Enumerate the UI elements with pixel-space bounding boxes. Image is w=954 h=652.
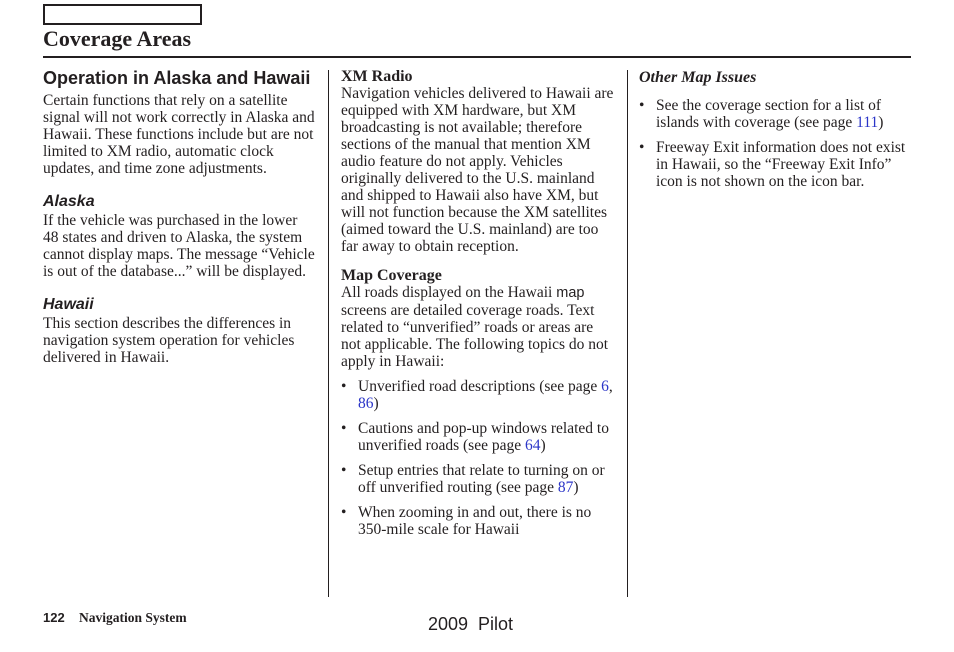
list-item-text: Setup entries that relate to turning on or off unverified routing (see page (358, 462, 605, 496)
section-heading-alaska-hawaii: Operation in Alaska and Hawaii (43, 68, 311, 88)
column-divider-1 (328, 70, 329, 597)
subheading-hawaii: Hawaii (43, 296, 94, 313)
list-item-text: Unverified road descriptions (see page (358, 378, 602, 395)
page-link-111[interactable]: 111 (856, 114, 879, 131)
list-item-text: When zooming in and out, there is no 350-mile scale for Hawaii (358, 504, 592, 538)
map-coverage-list (341, 378, 615, 538)
list-item-text: See the coverage section for a list of islands with coverage (see page (656, 97, 882, 131)
bullet-icon: • (639, 97, 645, 114)
xm-radio-paragraph: Navigation vehicles delivered to Hawaii are equipped with XM hardware, but XM broadcasting is not available; therefore sections of the manual that mention XM audio feature do not apply. Vehicles originally delivered to the U.S. mainland and shipped to Hawaii also have XM, but will not function because the XM satellites (aimed toward the U.S. mainland) are too far away to obtain reception. (341, 85, 614, 255)
page-link-6[interactable]: 6 (601, 378, 609, 395)
column-left (43, 68, 315, 366)
bullet-icon: • (341, 420, 347, 437)
column-right (639, 69, 911, 198)
list-item-end: ) (878, 114, 884, 131)
page-link-87[interactable]: 87 (557, 479, 574, 496)
footer-model-name: 2009 Pilot (428, 614, 514, 634)
list-item (639, 139, 911, 190)
page-link-64[interactable]: 64 (524, 437, 541, 454)
map-word: map (556, 285, 585, 301)
list-item-end: ) (373, 395, 379, 412)
heading-other-map-issues: Other Map Issues (639, 69, 757, 86)
list-item-end: ) (540, 437, 546, 454)
bullet-icon: • (341, 462, 347, 479)
footer-section-name: Navigation System (79, 610, 187, 625)
bullet-icon: • (341, 504, 347, 521)
map-coverage-paragraph (341, 284, 615, 370)
heading-map-coverage: Map Coverage (341, 267, 442, 284)
list-item-text: Cautions and pop-up windows related to unverified roads (see page (358, 420, 609, 454)
list-item: • Unverified road descriptions (see page 6, 86) (341, 378, 613, 412)
list-item (341, 462, 615, 496)
subheading-alaska: Alaska (43, 193, 95, 210)
column-divider-2 (627, 70, 628, 597)
intro-paragraph: Certain functions that rely on a satellite signal will not work correctly in Alaska and Hawaii. These functions include but are not limited to XM radio, automatic clock updates, and time zone adjustments. (43, 92, 315, 177)
heading-xm-radio: XM Radio (341, 68, 413, 85)
list-item-text: Freeway Exit information does not exist in Hawaii, so the “Freeway Exit Info” icon is not shown on the icon bar. (656, 139, 906, 190)
list-item (639, 97, 911, 131)
other-map-issues-list (639, 97, 911, 190)
title-divider (43, 56, 911, 58)
list-item (341, 504, 615, 538)
map-text-before: All roads displayed on the Hawaii (341, 284, 553, 301)
column-middle (341, 68, 615, 546)
bullet-icon: • (341, 378, 347, 395)
header-tab-box (43, 4, 202, 25)
footer-page-number: 122 (43, 610, 65, 625)
bullet-icon: • (639, 139, 645, 156)
map-text-after: screens are detailed coverage roads. Text related to “unverified” roads or areas are not applicable. The following topics do not apply in Hawaii: (341, 302, 609, 370)
list-item-end: ) (573, 479, 579, 496)
page-title: Coverage Areas (43, 26, 192, 51)
page-link-86[interactable]: 86 (358, 395, 374, 412)
list-item (341, 420, 615, 454)
alaska-paragraph: If the vehicle was purchased in the lower 48 states and driven to Alaska, the system cannot display maps. The message “Vehicle is out of the database...” will be displayed. (43, 212, 315, 280)
hawaii-paragraph: This section describes the differences in navigation system operation for vehicles delivered in Hawaii. (43, 315, 295, 366)
